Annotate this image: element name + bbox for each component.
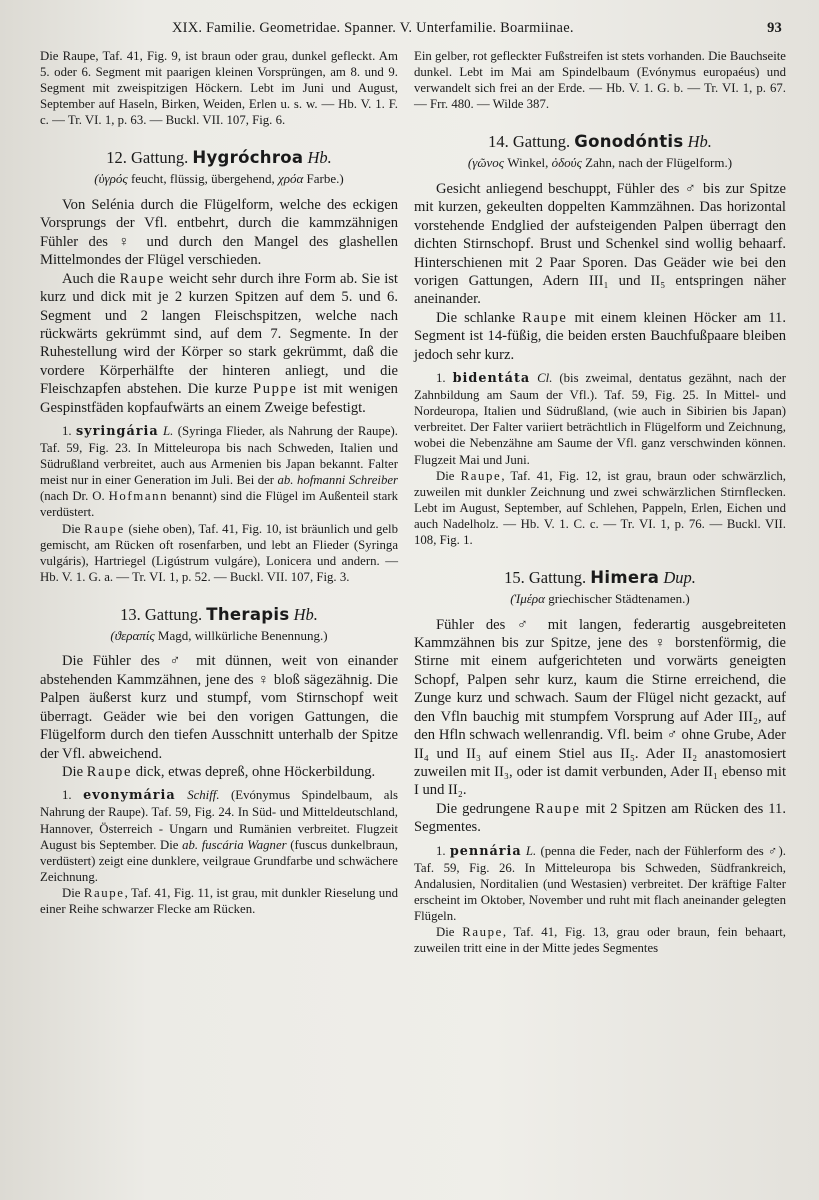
species-number: 1. bbox=[436, 843, 446, 858]
right-column bbox=[414, 48, 786, 956]
genus-author: Hb. bbox=[307, 148, 332, 168]
species-larva-pennaria bbox=[414, 924, 786, 956]
text-run: , Taf. 41, Fig. 12, ist grau, braun oder schwärzlich, zuweilen mit dunkler Zeichnung und zwei schwärzlichen Stirnflecken. Lebt im August, September, auf Schlehen, Pappeln, Erlen, Eichen und auch Nadelholz. — Hb. V. 1. C. c. — Tr. VI. 1, p. 76. — Buckl. VII. 108, Fig. 1. bbox=[414, 468, 786, 547]
genus-heading-14 bbox=[414, 134, 786, 151]
aberration-name: ab. fuscária Wagner bbox=[182, 837, 287, 852]
genus-heading-13 bbox=[40, 604, 398, 624]
text-run: benannt) sind die Flügel im Außenteil stark verdüstert. bbox=[40, 489, 398, 520]
paragraph-intro-left: Die Raupe, Taf. 41, Fig. 9, ist braun oder grau, dunkel gefleckt. Am 5. oder 6. Segment mit paarigen kleinen Vorsprüngen, am 8. und 9. Segment mit zweispitzigen Höckern. Lebt im Juni und August, September auf Haseln, Birken, Weiden, Erlen u. s. w. — Hb. V. 1. F. c. — Tr. VI. 1, p. 63. — Buckl. VII. 107, Fig. 6. bbox=[40, 49, 398, 128]
text-run: Die bbox=[62, 521, 81, 536]
spaced-word: Hofmann bbox=[108, 489, 169, 504]
greek-word: (Ἱμέρα bbox=[510, 590, 545, 606]
species-entry-bidentata bbox=[414, 370, 786, 468]
text-run: Die bbox=[436, 468, 455, 483]
species-name: evonymária bbox=[83, 788, 176, 804]
larva-description bbox=[40, 270, 398, 417]
species-larva-syringaria bbox=[40, 521, 398, 585]
paragraph-intro-right: Ein gelber, rot gefleckter Fußstreifen ist stets vorhanden. Die Bauchseite dunkel. Lebt im Mai am Spindelbaum (Evónymus europaéus) und verwandelt sich frei an der Erde. — Hb. V. 1. G. b. — Tr. VI. 1, p. 67. — Frr. 480. — Wilde 387. bbox=[414, 49, 786, 112]
genus-description: Die Fühler des ♂ mit dünnen, weit von einander abstehenden Kammzähnen, jene des ♀ bloß sägezähnig. Die Palpen äußerst kurz und stumpf, vom Stirnschopf weit überragt. Geäder wie bei den vorigen Gattungen, die Flügelform durch den tiefen Ausschnitt unterhalb der Spitze der Vfl. abweichend. bbox=[40, 653, 398, 762]
species-entry-evonymaria bbox=[40, 787, 398, 885]
spaced-word: Raupe bbox=[84, 521, 125, 536]
genus-name: Gonodóntis bbox=[574, 132, 684, 152]
genus-number: 13. Gattung. bbox=[120, 604, 203, 624]
genus-author: Hb. bbox=[293, 604, 318, 624]
spaced-word: Raupe bbox=[535, 800, 581, 817]
page-number: 93 bbox=[767, 20, 782, 36]
genus-name: Himera bbox=[590, 568, 660, 588]
larva-description bbox=[414, 309, 786, 364]
species-entry-pennaria bbox=[414, 843, 786, 924]
greek-word: (γῶνος bbox=[467, 155, 505, 171]
spaced-word: Puppe bbox=[252, 381, 298, 398]
text-run: (Evónymus Spindelbaum, als Nahrung der Raupe). Taf. 59, Fig. 24. In Süd- und Mitteldeutschland, Hannover, Österreich - Ungarn und Rumänien verbreitet. Flugzeit August bis September. Die bbox=[40, 788, 398, 852]
genus-description: Von Selénia durch die Flügelform, welche des eckigen Vorsprungs der Vfl. entbehrt, durch die kammzähnigen Fühler des ♀ und durch den Mangel des glashellen Mittelmondes der Flügel verschieden. bbox=[40, 197, 398, 269]
aberration-name: ab. hofmanni Schreiber bbox=[277, 473, 399, 488]
species-number: 1. bbox=[62, 423, 72, 438]
text-run: Auch die bbox=[62, 270, 116, 287]
genus-description: Gesicht anliegend beschuppt, Fühler des ♂ bis zur Spitze mit kurzen, gekeulten doppelten Kammzähnen. Das horizontal vorstehende Endglied der aufsteigenden Palpen überragt den dichten Stirnschopf. Brust und Schenkel sind wollig behaarf. Hinterschienen mit 2 Paar Sporen. Das Geäder wie bei den vorigen Gattungen, Adern III₁ und II₅ entspringen näher aneinander. bbox=[414, 180, 786, 308]
species-larva-evonymaria bbox=[40, 885, 398, 917]
running-header bbox=[172, 20, 782, 42]
genus-etymology-15 bbox=[414, 591, 786, 608]
text-run: Die schlanke bbox=[436, 309, 516, 326]
etymology-text: Farbe.) bbox=[306, 171, 344, 187]
text-run: , Taf. 41, Fig. 11, ist grau, mit dunkler Rieselung und einer Reihe schwarzer Flecke am Rücken. bbox=[40, 885, 398, 916]
genus-etymology-12 bbox=[40, 171, 398, 188]
species-author: L. bbox=[163, 423, 174, 438]
left-column bbox=[40, 48, 398, 917]
text-run: Die bbox=[436, 925, 455, 939]
genus-description: Fühler des ♂ mit langen, federartig ausgebreiteten Kammzähnen bis zur Spitze, jene des ♀ borstenförmig, die Stirne mit einem aufgerichteten und vorwärts geneigten Schopf, Palpen sehr kurz, kaum die Stirne erreichend, die Zunge kurz und schwach. Saum der Flügel nicht gezackt, auf den Vfln bauchig mit stumpfem Vorsprung auf Ader III₂, auf den Hfln schwach wellenrandig. Vfl. beim ♂ ohne Grube, Ader II₄ und II₃ auf einem Stiel aus II₅. Ader II₂ anastomosiert zuweilen mit II₃, oder ist damit verbunden, Ader II₁ ebenso mit I und II₂. bbox=[414, 616, 786, 799]
genus-author: Hb. bbox=[687, 132, 712, 152]
spaced-word: Raupe bbox=[460, 468, 502, 483]
species-larva-bidentata bbox=[414, 468, 786, 548]
genus-author: Dup. bbox=[663, 568, 696, 588]
species-number: 1. bbox=[62, 788, 72, 803]
genus-heading-15 bbox=[414, 570, 786, 587]
text-run: (Syringa Flieder, als Nahrung der Raupe). Taf. 59, Fig. 23. In Mitteleuropa bis nach Schweden, Italien und Südrußland verbreitet, auch aus Armenien bis Japan bekannt. Falter meist nur in einer Generation im Juli. Bei der bbox=[40, 423, 398, 488]
genus-number: 14. Gattung. bbox=[488, 132, 571, 152]
text-run: , Taf. 41, Fig. 13, grau oder braun, fein behaart, zuweilen tritt eine in der Mitte jedes Segmentes bbox=[414, 925, 786, 956]
greek-word: χρόα bbox=[278, 171, 304, 187]
text-run: Die gedrungene bbox=[436, 800, 531, 817]
etymology-text: Winkel, bbox=[507, 155, 549, 171]
spaced-word: Raupe bbox=[462, 925, 503, 939]
genus-number: 12. Gattung. bbox=[106, 148, 189, 168]
text-run: (siehe oben), Taf. 41, Fig. 10, ist bräunlich und gelb gemischt, am Rücken oft rosenfarben, und lebt an Flieder (Syringa vulgáris), Hartriegel (Ligústrum vulgáre), Lonicera und andern. — Hb. V. 1. G. a. — Tr. VI. 1, p. 52. — Buckl. VII. 107, Fig. 3. bbox=[40, 521, 398, 584]
text-run: weicht sehr durch ihre Form ab. Sie ist kurz und dick mit je 2 kurzen Spitzen auf dem 5. und 6. Segment und 2 langen Fleischspitzen, welche nach rückwärts gekrümmt sind, auf dem 7. Segmente. In der Ruhestellung wird der Körper so stark gekrümmt, daß die vordere Körperhälfte der hinteren anliegt, und die Fleischzapfen abstehen. Die kurze bbox=[40, 270, 398, 398]
species-name: bidentáta bbox=[452, 371, 531, 387]
species-author: Schiff. bbox=[187, 788, 220, 803]
text-run: (penna die Feder, nach der Fühlerform des ♂). Taf. 59, Fig. 26. In Mitteleuropa bis Schweden, Südfrankreich, Andalusien, Norditalien (und Westasien) verbreitet. Der kräftige Falter erscheint im Oktober, November und ruht mit flach aneinander gelegten Flügeln. bbox=[414, 843, 786, 923]
genus-name: Hygróchroa bbox=[192, 148, 304, 168]
spaced-word: Raupe bbox=[522, 309, 568, 326]
greek-word: (ὑγρός bbox=[94, 171, 128, 187]
text-run: ist mit wenigen Gespinstfäden kopfaufwärts an einem Zweige befestigt. bbox=[40, 381, 398, 416]
genus-number: 15. Gattung. bbox=[504, 568, 587, 588]
genus-etymology-13 bbox=[40, 628, 398, 645]
species-name: syringária bbox=[75, 423, 159, 439]
genus-etymology-14 bbox=[414, 155, 786, 172]
greek-word: (ϑεραπίς bbox=[110, 627, 155, 643]
spaced-word: Raupe bbox=[119, 270, 165, 287]
running-title: XIX. Familie. Geometridae. Spanner. V. Unterfamilie. Boarmiinae. bbox=[172, 20, 574, 36]
etymology-text: Magd, willkürliche Benennung.) bbox=[157, 627, 328, 643]
text-run: Die bbox=[62, 763, 84, 780]
species-entry-syringaria bbox=[40, 423, 398, 521]
text-run: dick, etwas depreß, ohne Höckerbildung. bbox=[135, 763, 376, 780]
etymology-text: Zahn, nach der Flügelform.) bbox=[585, 155, 733, 171]
etymology-text: feucht, flüssig, übergehend, bbox=[130, 171, 275, 187]
larva-description bbox=[414, 800, 786, 837]
text-run: Die bbox=[62, 885, 81, 900]
genus-heading-12 bbox=[40, 150, 398, 167]
text-run: (fuscus dunkelbraun, verdüstert) zeigt eine dunklere, veilgraue Grundfarbe und schwächere Zeichnung. bbox=[40, 837, 398, 884]
species-name: pennária bbox=[449, 843, 522, 859]
etymology-text: griechischer Städtenamen.) bbox=[548, 590, 690, 606]
text-run: mit einem kleinen Höcker am 11. Segment ist 14-füßig, die beiden ersten Bauchfußpaare bleiben jedoch sehr kurz. bbox=[414, 309, 786, 363]
genus-name: Therapis bbox=[206, 604, 290, 624]
greek-word: ὀδούς bbox=[551, 155, 582, 171]
text-run: (nach Dr. O. bbox=[40, 489, 105, 504]
spaced-word: Raupe bbox=[83, 885, 125, 900]
text-run: mit 2 Spitzen am Rücken des 11. Segmentes. bbox=[414, 800, 787, 836]
larva-description bbox=[40, 763, 398, 781]
species-author: L. bbox=[525, 843, 537, 858]
species-number: 1. bbox=[436, 371, 446, 386]
species-author: Cl. bbox=[537, 371, 553, 386]
text-run: (bis zweimal, dentatus gezähnt, nach der Zahnbildung am Saum der Vfl.). Taf. 59, Fig. 25. In Mittel- und Nordeuropa, Italien und Südrußland, (wie auch in Sibirien bis Japan) verbreitet. Der Falter variiert beträchtlich in Flügelform und Zeichnung, wobei die Nebenzähne am Saume der Vfl. ganz verschwinden können. Flugzeit Mai und Juni. bbox=[414, 371, 786, 467]
spaced-word: Raupe bbox=[86, 763, 133, 780]
